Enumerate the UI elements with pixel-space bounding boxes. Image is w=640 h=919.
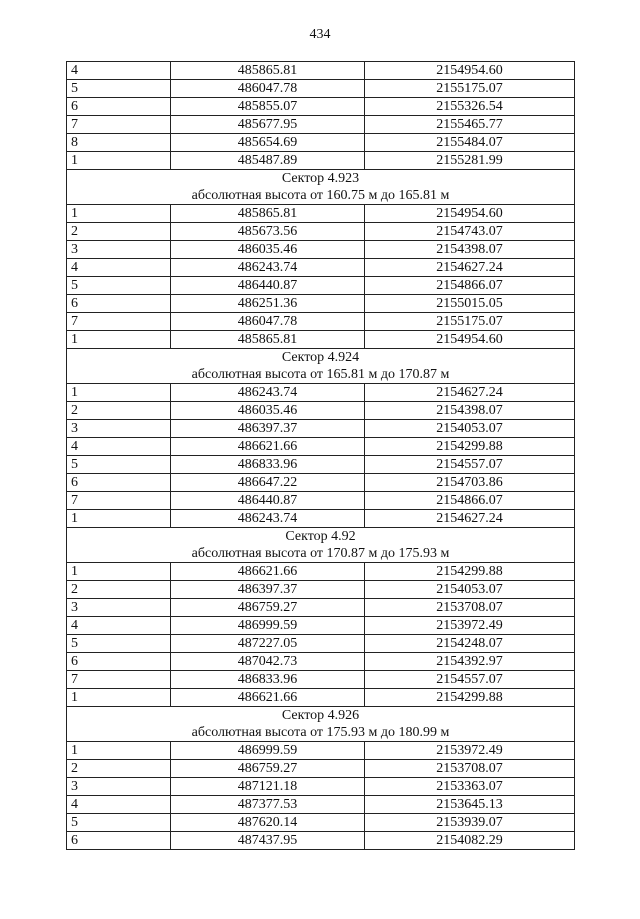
point-number: 6 — [67, 295, 171, 313]
point-number: 6 — [67, 474, 171, 492]
table-row — [67, 581, 575, 599]
y-coordinate: 2154398.07 — [365, 241, 575, 259]
table-row — [67, 492, 575, 510]
point-number: 7 — [67, 116, 171, 134]
x-coordinate: 487042.73 — [171, 653, 365, 671]
y-coordinate: 2154299.88 — [365, 438, 575, 456]
table-row — [67, 617, 575, 635]
y-coordinate: 2155465.77 — [365, 116, 575, 134]
x-coordinate: 486047.78 — [171, 313, 365, 331]
table-row — [67, 223, 575, 241]
table-row — [67, 80, 575, 98]
x-coordinate: 486440.87 — [171, 492, 365, 510]
x-coordinate: 485855.07 — [171, 98, 365, 116]
y-coordinate: 2154627.24 — [365, 259, 575, 277]
sector-title-row — [67, 349, 575, 367]
point-number: 7 — [67, 671, 171, 689]
table-row — [67, 134, 575, 152]
y-coordinate: 2154299.88 — [365, 689, 575, 707]
x-coordinate: 486035.46 — [171, 241, 365, 259]
table-row — [67, 474, 575, 492]
table-row — [67, 420, 575, 438]
point-number: 6 — [67, 653, 171, 671]
point-number: 7 — [67, 492, 171, 510]
coordinates-table-body — [67, 62, 575, 850]
sector-altitude: абсолютная высота от 170.87 м до 175.93 м — [67, 545, 575, 563]
point-number: 1 — [67, 205, 171, 223]
x-coordinate: 486035.46 — [171, 402, 365, 420]
point-number: 4 — [67, 259, 171, 277]
point-number: 5 — [67, 277, 171, 295]
point-number: 6 — [67, 98, 171, 116]
y-coordinate: 2153363.07 — [365, 778, 575, 796]
sector-title: Сектор 4.926 — [67, 707, 575, 725]
y-coordinate: 2154299.88 — [365, 563, 575, 581]
table-row — [67, 259, 575, 277]
x-coordinate: 486833.96 — [171, 456, 365, 474]
table-row — [67, 402, 575, 420]
y-coordinate: 2153645.13 — [365, 796, 575, 814]
point-number: 3 — [67, 599, 171, 617]
x-coordinate: 485487.89 — [171, 152, 365, 170]
x-coordinate: 485865.81 — [171, 205, 365, 223]
x-coordinate: 486397.37 — [171, 420, 365, 438]
table-row — [67, 62, 575, 80]
table-row — [67, 742, 575, 760]
table-row — [67, 295, 575, 313]
point-number: 3 — [67, 241, 171, 259]
x-coordinate: 486999.59 — [171, 742, 365, 760]
point-number: 5 — [67, 814, 171, 832]
table-row — [67, 205, 575, 223]
sector-title-row — [67, 170, 575, 188]
x-coordinate: 486251.36 — [171, 295, 365, 313]
y-coordinate: 2155484.07 — [365, 134, 575, 152]
point-number: 1 — [67, 689, 171, 707]
sector-title: Сектор 4.92 — [67, 528, 575, 546]
x-coordinate: 486397.37 — [171, 581, 365, 599]
point-number: 1 — [67, 563, 171, 581]
y-coordinate: 2154627.24 — [365, 384, 575, 402]
table-row — [67, 689, 575, 707]
table-row — [67, 98, 575, 116]
y-coordinate: 2155175.07 — [365, 80, 575, 98]
y-coordinate: 2154248.07 — [365, 635, 575, 653]
x-coordinate: 486833.96 — [171, 671, 365, 689]
y-coordinate: 2154954.60 — [365, 331, 575, 349]
point-number: 1 — [67, 510, 171, 528]
y-coordinate: 2155175.07 — [365, 313, 575, 331]
x-coordinate: 486621.66 — [171, 563, 365, 581]
x-coordinate: 487121.18 — [171, 778, 365, 796]
table-row — [67, 456, 575, 474]
point-number: 2 — [67, 581, 171, 599]
x-coordinate: 486621.66 — [171, 689, 365, 707]
point-number: 2 — [67, 402, 171, 420]
y-coordinate: 2155326.54 — [365, 98, 575, 116]
table-row — [67, 760, 575, 778]
x-coordinate: 486243.74 — [171, 384, 365, 402]
table-row — [67, 796, 575, 814]
table-row — [67, 778, 575, 796]
x-coordinate: 485654.69 — [171, 134, 365, 152]
y-coordinate: 2155015.05 — [365, 295, 575, 313]
point-number: 1 — [67, 331, 171, 349]
sector-altitude-row — [67, 366, 575, 384]
table-row — [67, 438, 575, 456]
point-number: 1 — [67, 384, 171, 402]
point-number: 2 — [67, 223, 171, 241]
x-coordinate: 485677.95 — [171, 116, 365, 134]
x-coordinate: 485865.81 — [171, 331, 365, 349]
x-coordinate: 486243.74 — [171, 510, 365, 528]
x-coordinate: 486243.74 — [171, 259, 365, 277]
x-coordinate: 486047.78 — [171, 80, 365, 98]
y-coordinate: 2154866.07 — [365, 492, 575, 510]
y-coordinate: 2154954.60 — [365, 205, 575, 223]
table-row — [67, 116, 575, 134]
coordinates-table — [66, 61, 575, 850]
table-row — [67, 384, 575, 402]
sector-title-row — [67, 528, 575, 546]
table-row — [67, 331, 575, 349]
y-coordinate: 2153972.49 — [365, 617, 575, 635]
table-row — [67, 635, 575, 653]
table-row — [67, 563, 575, 581]
table-row — [67, 832, 575, 850]
x-coordinate: 486647.22 — [171, 474, 365, 492]
sector-title: Сектор 4.924 — [67, 349, 575, 367]
point-number: 4 — [67, 438, 171, 456]
table-row — [67, 241, 575, 259]
point-number: 4 — [67, 617, 171, 635]
y-coordinate: 2154627.24 — [365, 510, 575, 528]
point-number: 1 — [67, 152, 171, 170]
point-number: 6 — [67, 832, 171, 850]
x-coordinate: 487227.05 — [171, 635, 365, 653]
y-coordinate: 2154954.60 — [365, 62, 575, 80]
y-coordinate: 2154398.07 — [365, 402, 575, 420]
point-number: 3 — [67, 778, 171, 796]
table-row — [67, 599, 575, 617]
y-coordinate: 2154866.07 — [365, 277, 575, 295]
sector-title-row — [67, 707, 575, 725]
y-coordinate: 2153972.49 — [365, 742, 575, 760]
y-coordinate: 2153939.07 — [365, 814, 575, 832]
sector-title: Сектор 4.923 — [67, 170, 575, 188]
point-number: 8 — [67, 134, 171, 152]
y-coordinate: 2154053.07 — [365, 581, 575, 599]
sector-altitude-row — [67, 724, 575, 742]
table-row — [67, 814, 575, 832]
sector-altitude: абсолютная высота от 175.93 м до 180.99 м — [67, 724, 575, 742]
point-number: 5 — [67, 80, 171, 98]
sector-altitude: абсолютная высота от 165.81 м до 170.87 м — [67, 366, 575, 384]
y-coordinate: 2154053.07 — [365, 420, 575, 438]
point-number: 4 — [67, 796, 171, 814]
point-number: 3 — [67, 420, 171, 438]
sector-altitude-row — [67, 545, 575, 563]
table-row — [67, 510, 575, 528]
y-coordinate: 2154557.07 — [365, 456, 575, 474]
y-coordinate: 2154703.86 — [365, 474, 575, 492]
table-row — [67, 277, 575, 295]
table-row — [67, 152, 575, 170]
page-number: 434 — [309, 27, 331, 42]
x-coordinate: 486759.27 — [171, 599, 365, 617]
x-coordinate: 486440.87 — [171, 277, 365, 295]
y-coordinate: 2155281.99 — [365, 152, 575, 170]
x-coordinate: 486621.66 — [171, 438, 365, 456]
y-coordinate: 2154557.07 — [365, 671, 575, 689]
x-coordinate: 486759.27 — [171, 760, 365, 778]
point-number: 5 — [67, 456, 171, 474]
x-coordinate: 487437.95 — [171, 832, 365, 850]
point-number: 2 — [67, 760, 171, 778]
y-coordinate: 2154743.07 — [365, 223, 575, 241]
point-number: 5 — [67, 635, 171, 653]
x-coordinate: 486999.59 — [171, 617, 365, 635]
y-coordinate: 2153708.07 — [365, 760, 575, 778]
point-number: 7 — [67, 313, 171, 331]
table-row — [67, 653, 575, 671]
x-coordinate: 487620.14 — [171, 814, 365, 832]
y-coordinate: 2153708.07 — [365, 599, 575, 617]
y-coordinate: 2154082.29 — [365, 832, 575, 850]
table-row — [67, 671, 575, 689]
x-coordinate: 487377.53 — [171, 796, 365, 814]
sector-altitude-row — [67, 187, 575, 205]
point-number: 4 — [67, 62, 171, 80]
x-coordinate: 485865.81 — [171, 62, 365, 80]
x-coordinate: 485673.56 — [171, 223, 365, 241]
table-row — [67, 313, 575, 331]
sector-altitude: абсолютная высота от 160.75 м до 165.81 м — [67, 187, 575, 205]
y-coordinate: 2154392.97 — [365, 653, 575, 671]
point-number: 1 — [67, 742, 171, 760]
